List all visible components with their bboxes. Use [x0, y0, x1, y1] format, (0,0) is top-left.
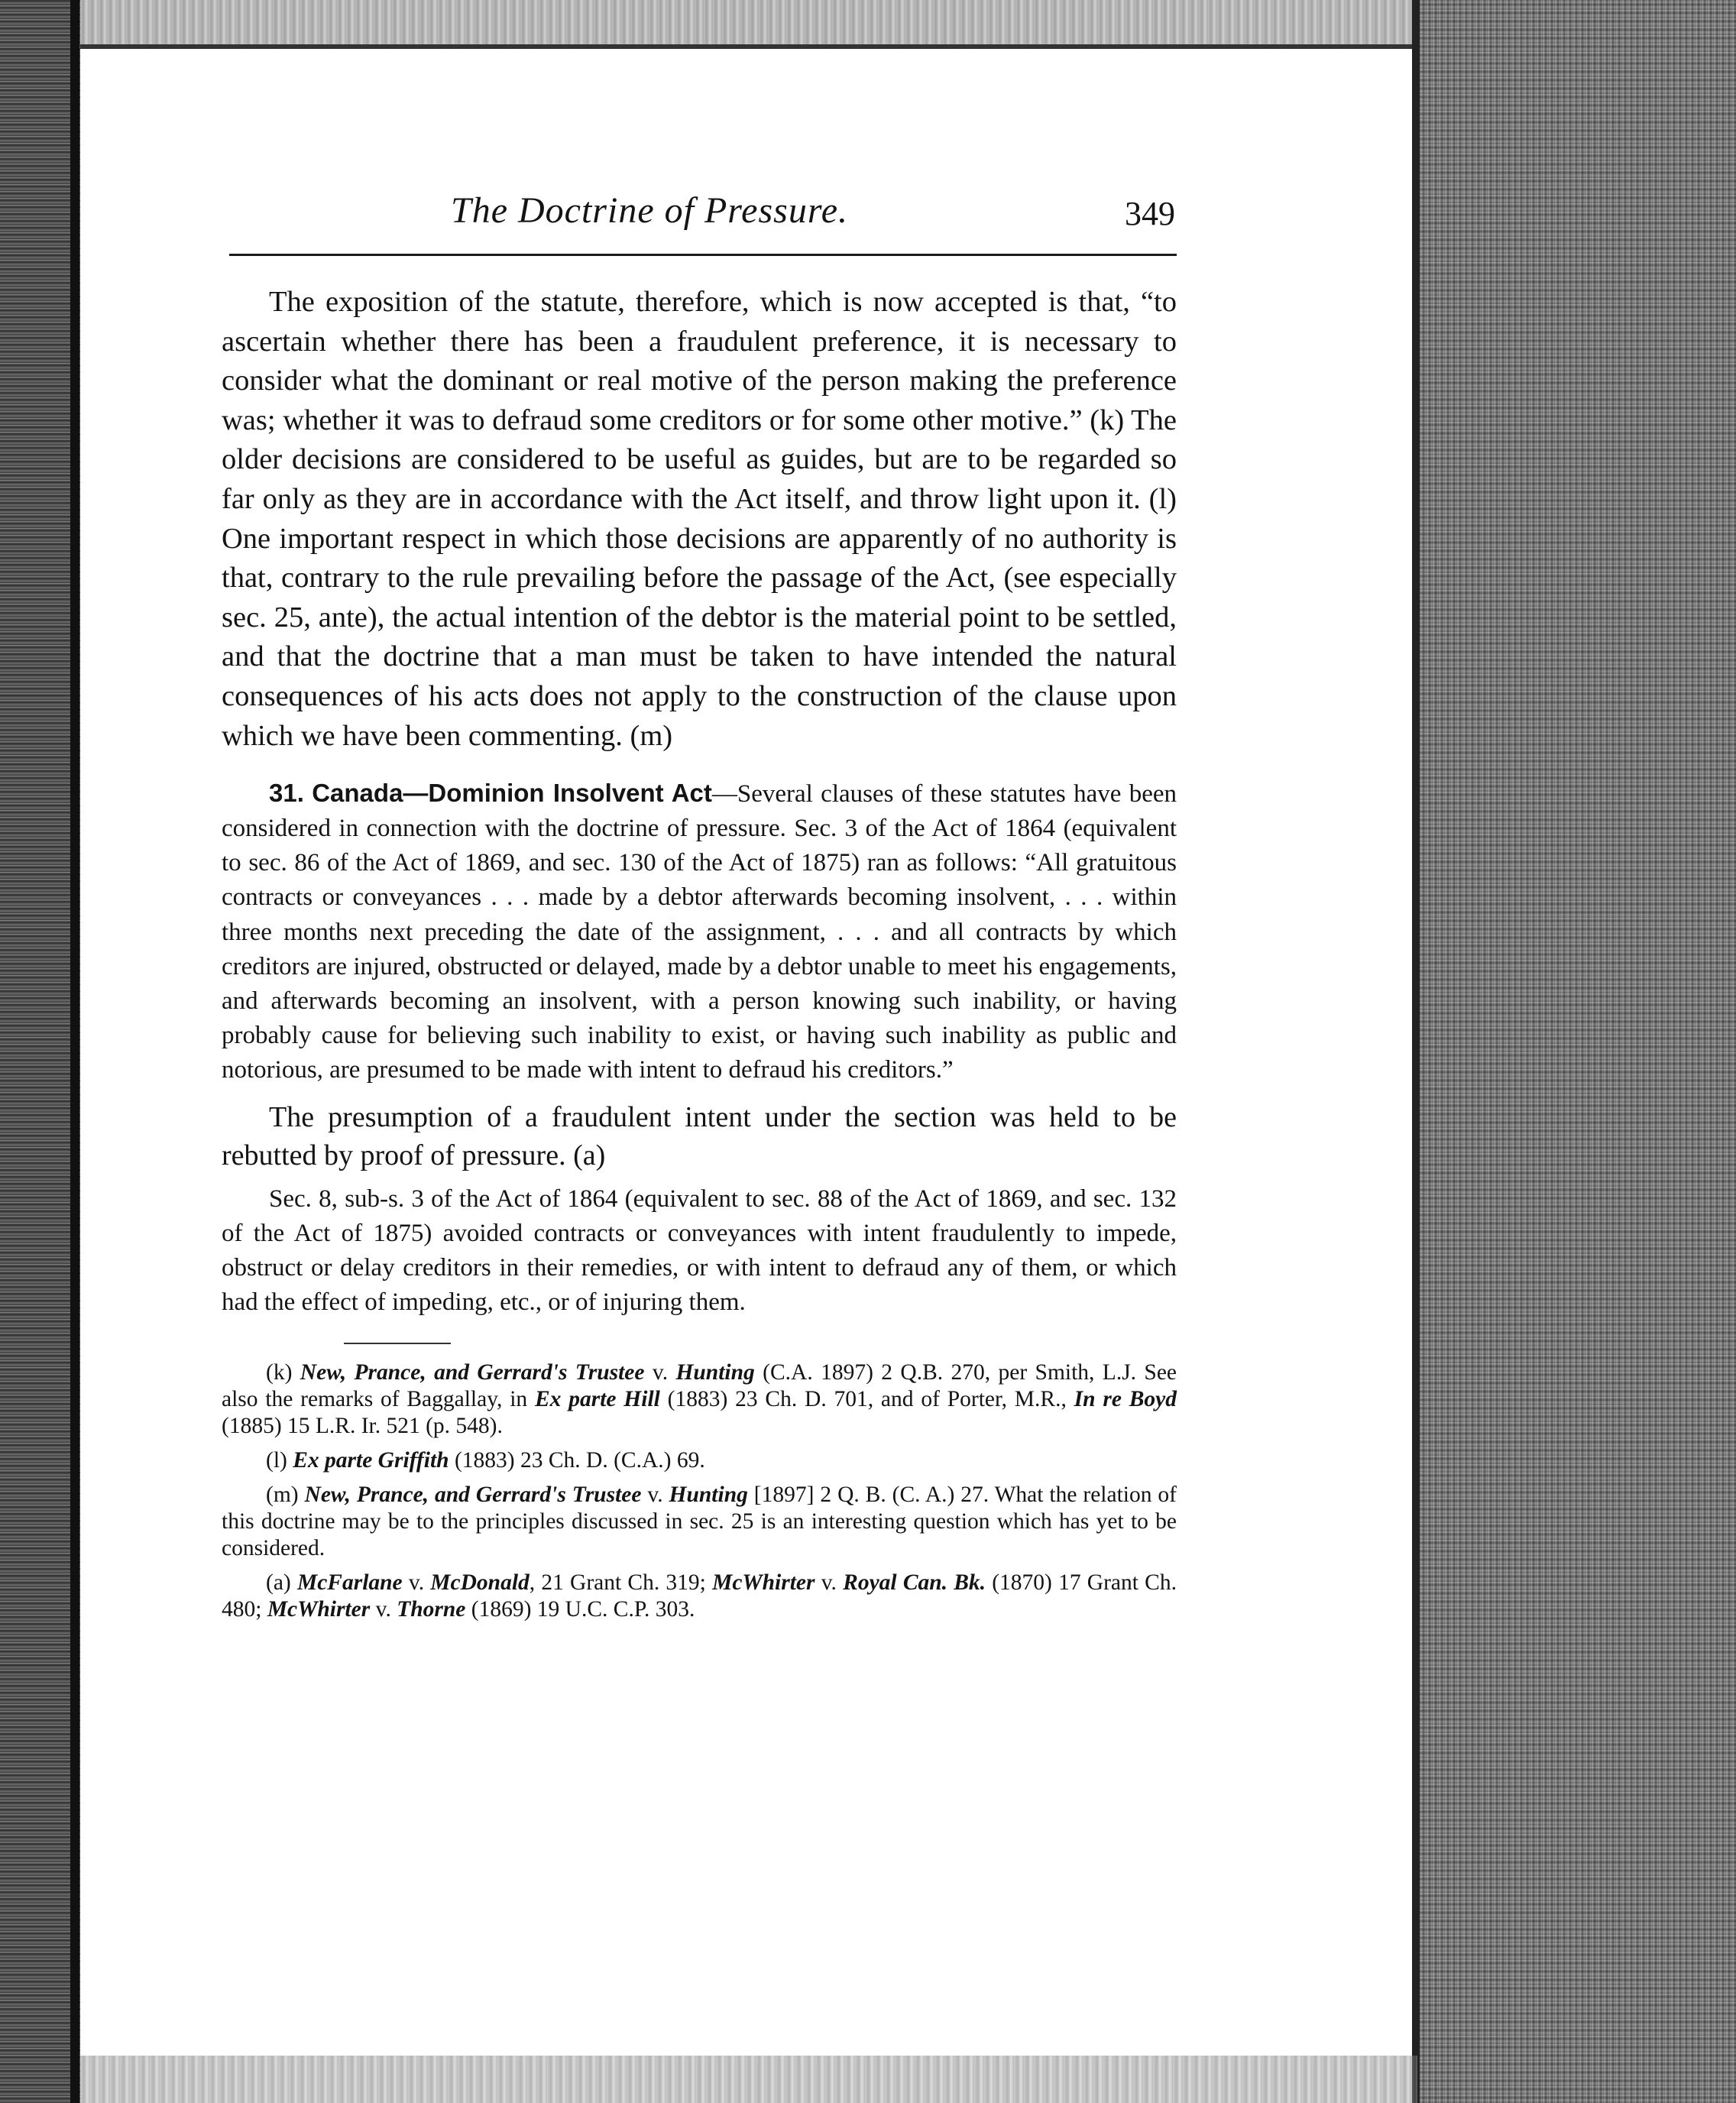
page-header — [222, 183, 1177, 245]
scan-right-margin — [1420, 0, 1736, 2103]
case-name: New, Prance, and Gerrard's Trustee — [304, 1482, 642, 1508]
scan-top-margin — [80, 0, 1417, 46]
running-title: The Doctrine of Pressure. — [451, 190, 849, 231]
footnote-label: (l) — [266, 1448, 287, 1473]
citation: (C.A. 1897) 2 Q.B. 270, per Smith, L.J. See also the remarks of Baggallay, in — [222, 1360, 1177, 1412]
case-name: Hunting — [669, 1482, 748, 1508]
footnote-label: (k) — [266, 1360, 293, 1385]
footnote-label: (a) — [266, 1570, 291, 1596]
scan-bottom-margin — [80, 2056, 1417, 2103]
case-name: Hunting — [675, 1360, 755, 1385]
footnote-a — [222, 1570, 1177, 1623]
page-number: 349 — [1125, 195, 1175, 232]
case-name: McDonald — [430, 1570, 530, 1596]
paragraph-exposition: The exposition of the statute, therefore, which is now accepted is that, “to ascertain whether there has been a fraudulent preference, it is necessary to consider what the dominant or real motive of the person making the preference was; whether it was to defraud some creditors or for some other motive.” (k) The older decisions are considered to be useful as guides, but are to be regarded so far only as they are in accordance with the Act itself, and throw light upon it. (l) One important respect in which those decisions are apparently of no authority is that, contrary to the rule prevailing before the passage of the Act, (see especially sec. 25, ante), the actual intention of the debtor is the material point to be settled, and that the doctrine that a man must be taken to have intended the natural consequences of his acts does not apply to the construction of the clause upon which we have been commenting. (m) — [222, 286, 1177, 752]
citation: (1870) 17 Grant Ch. 480; — [222, 1570, 1177, 1622]
case-name: Thorne — [397, 1597, 466, 1622]
section-heading: Canada—Dominion Insolvent Act — [312, 779, 712, 808]
case-name: Royal Can. Bk. — [843, 1570, 986, 1596]
versus: v. — [644, 1360, 676, 1385]
footnote-k — [222, 1359, 1177, 1440]
section-text: —Several clauses of these statutes have been considered in connection with the doctrine of pressure. Sec. 3 of the Act of 1864 (equivalent to sec. 86 of the Act of 1869, and sec. 130 of the Act of 1875) ran as follows: “All gratuitous contracts or conveyances . . . made by a debtor afterwards becoming insolvent, . . . within three months next preceding the date of the assignment, . . . and all contracts by which creditors are injured, obstructed or delayed, made by a debtor unable to meet his engagements, and afterwards becoming an insolvent, with a person knowing such inability, or having probably cause for believing such inability to exist, or having such inability as public and notorious, are presumed to be made with intent to defraud his creditors.” — [222, 780, 1177, 1084]
citation: (1883) 23 Ch. D. (C.A.) 69. — [449, 1448, 705, 1473]
book-page — [222, 183, 1177, 1622]
section-31 — [222, 776, 1177, 1087]
scan-left-edge — [70, 0, 79, 2103]
page-body — [222, 283, 1177, 1623]
footnote-l — [222, 1447, 1177, 1474]
header-rule — [229, 254, 1177, 256]
case-name: Ex parte Hill — [535, 1387, 660, 1412]
versus: v. — [370, 1597, 397, 1622]
citation: (1885) 15 L.R. Ir. 521 (p. 548). — [222, 1414, 503, 1439]
case-name: McWhirter — [712, 1570, 815, 1596]
citation: (1869) 19 U.C. C.P. 303. — [465, 1597, 695, 1622]
footnote-m — [222, 1482, 1177, 1562]
footnote-label: (m) — [266, 1482, 299, 1508]
versus: v. — [641, 1482, 669, 1508]
scan-top-edge — [80, 44, 1414, 49]
case-name: In re Boyd — [1074, 1387, 1177, 1412]
case-name: McFarlane — [296, 1570, 403, 1596]
versus: v. — [815, 1570, 844, 1596]
citation: , 21 Grant Ch. 319; — [529, 1570, 713, 1596]
citation: [1897] 2 Q. B. (C. A.) 27. What the relation of this doctrine may be to the principles discussed in sec. 25 is an interesting question which has yet to be considered. — [222, 1482, 1177, 1561]
paragraph-sec-8: Sec. 8, sub-s. 3 of the Act of 1864 (equivalent to sec. 88 of the Act of 1869, and sec. 132 of the Act of 1875) avoided contracts or conveyances with intent fraudulently to impede, obstruct or delay creditors in their remedies, or with intent to defraud any of them, or which had the effect of impeding, etc., or of injuring them. — [222, 1184, 1177, 1317]
case-name: McWhirter — [267, 1597, 371, 1622]
citation: (1883) 23 Ch. D. 701, and of Porter, M.R., — [659, 1387, 1074, 1412]
paragraph-presumption: The presumption of a fraudulent intent under the section was held to be rebutted by proof of pressure. (a) — [222, 1100, 1177, 1171]
scan-left-margin — [0, 0, 80, 2103]
versus: v. — [402, 1570, 431, 1596]
case-name: Ex parte Griffith — [293, 1448, 449, 1473]
section-number: 31. — [269, 779, 304, 808]
case-name: New, Prance, and Gerrard's Trustee — [300, 1360, 645, 1385]
footnote-divider — [344, 1343, 451, 1344]
